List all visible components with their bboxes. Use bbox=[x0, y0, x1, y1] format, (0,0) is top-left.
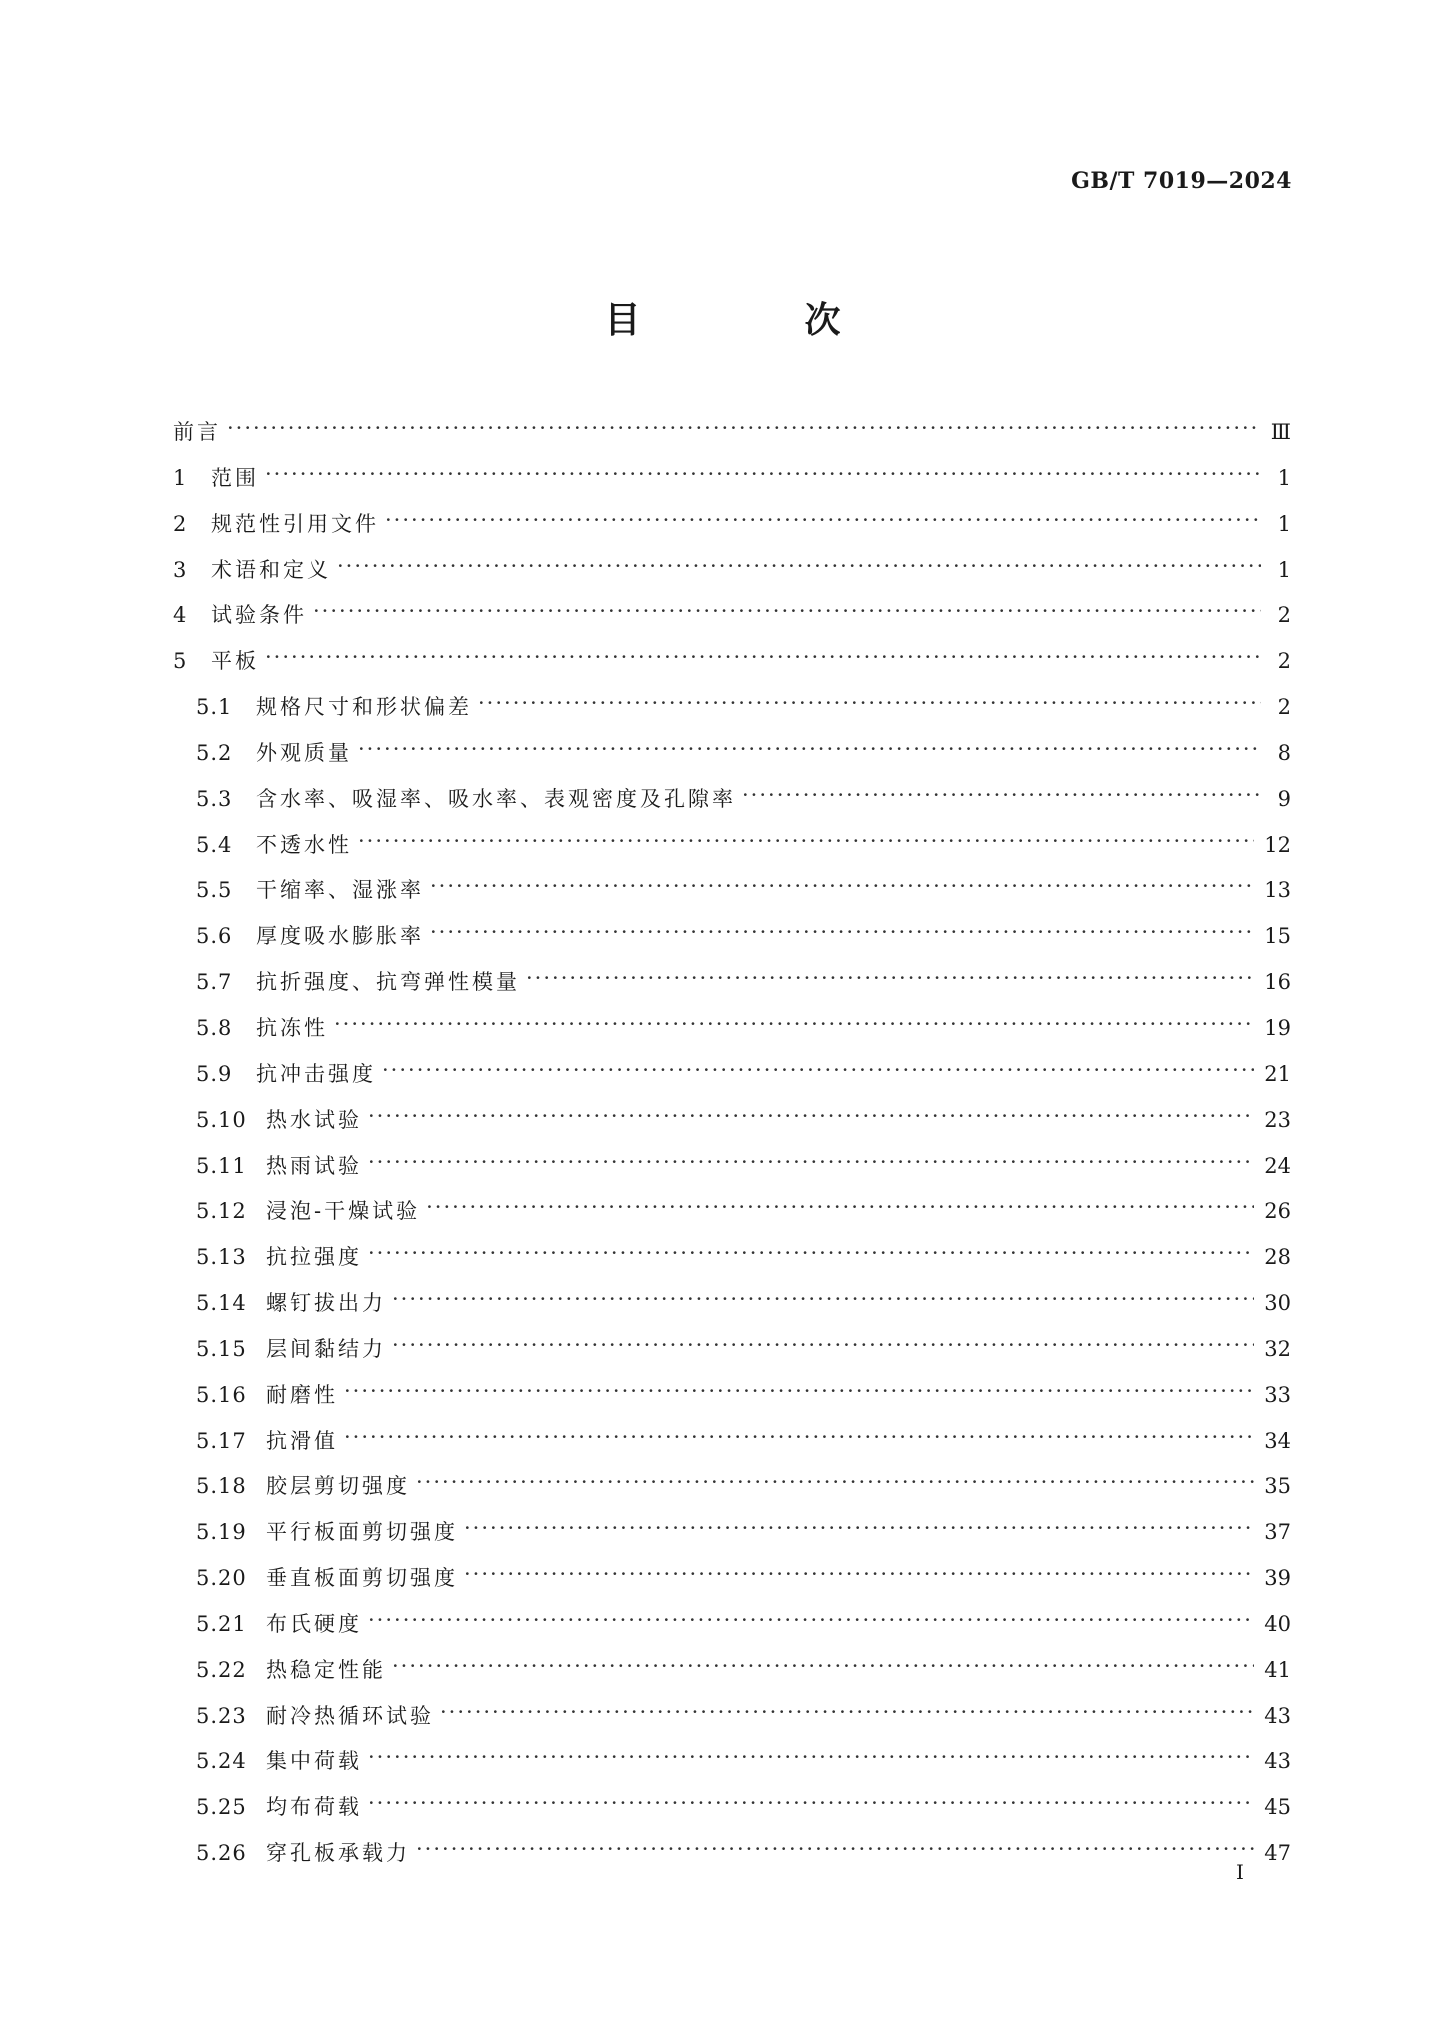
toc-entry-title: 垂直板面剪切强度 bbox=[266, 1566, 458, 1591]
toc-entry[interactable] bbox=[173, 1556, 1291, 1602]
toc-entry-number: 5.26 bbox=[196, 1841, 247, 1866]
toc-entry-page: 21 bbox=[1264, 1061, 1291, 1086]
toc-entry-title: 布氏硬度 bbox=[266, 1611, 362, 1636]
toc-entry-number: 1 bbox=[173, 465, 188, 490]
toc-entry-number: 5.1 bbox=[196, 695, 233, 720]
toc-entry[interactable] bbox=[173, 548, 1291, 594]
toc-dot-leader bbox=[344, 1415, 1254, 1461]
toc-entry[interactable] bbox=[173, 456, 1291, 502]
toc-entry-title: 均布荷载 bbox=[266, 1795, 362, 1820]
toc-dot-leader bbox=[426, 1185, 1254, 1231]
toc-entry-page: 8 bbox=[1277, 740, 1291, 765]
toc-dot-leader bbox=[265, 635, 1261, 681]
toc-entry-page: 12 bbox=[1264, 832, 1291, 857]
toc-entry-number: 5.12 bbox=[196, 1199, 247, 1224]
toc-entry-number: 5.18 bbox=[196, 1474, 247, 1499]
toc-entry[interactable] bbox=[173, 868, 1291, 914]
toc-entry-page: 15 bbox=[1264, 924, 1291, 949]
toc-entry[interactable] bbox=[173, 685, 1291, 731]
toc-entry-title: 耐冷热循环试验 bbox=[266, 1703, 434, 1728]
toc-entry-title: 螺钉拔出力 bbox=[266, 1291, 386, 1316]
toc-entry-page: Ⅲ bbox=[1270, 420, 1291, 444]
toc-dot-leader bbox=[430, 910, 1254, 956]
toc-dot-leader bbox=[382, 1048, 1254, 1094]
toc-entry[interactable] bbox=[173, 1098, 1291, 1144]
toc-entry-number: 5.17 bbox=[196, 1428, 247, 1453]
toc-entry-page: 35 bbox=[1264, 1474, 1291, 1499]
toc-entry[interactable] bbox=[173, 1144, 1291, 1190]
toc-entry[interactable] bbox=[173, 639, 1291, 685]
toc-entry-number: 4 bbox=[173, 603, 188, 628]
toc-entry[interactable] bbox=[173, 1785, 1291, 1831]
page-title: 目 次 bbox=[604, 299, 905, 341]
toc-entry-title: 干缩率、湿涨率 bbox=[256, 878, 424, 903]
toc-entry[interactable] bbox=[173, 410, 1291, 456]
toc-entry[interactable] bbox=[173, 1327, 1291, 1373]
toc-entry[interactable] bbox=[173, 1831, 1291, 1877]
toc-entry-number: 5.2 bbox=[196, 740, 233, 765]
toc-entry-title: 试验条件 bbox=[211, 603, 307, 628]
toc-dot-leader bbox=[392, 1323, 1254, 1369]
toc-dot-leader bbox=[368, 1781, 1254, 1827]
toc-dot-leader bbox=[358, 819, 1254, 865]
toc-entry-page: 30 bbox=[1264, 1291, 1291, 1316]
toc-entry-title: 厚度吸水膨胀率 bbox=[256, 924, 424, 949]
toc-entry-title: 外观质量 bbox=[256, 740, 352, 765]
toc-entry[interactable] bbox=[173, 593, 1291, 639]
toc-dot-leader bbox=[227, 406, 1261, 452]
toc-entry[interactable] bbox=[173, 1235, 1291, 1281]
toc-entry-page: 19 bbox=[1264, 1015, 1291, 1040]
toc-entry-title: 抗滑值 bbox=[266, 1428, 338, 1453]
toc-entry-page: 2 bbox=[1277, 649, 1291, 674]
toc-dot-leader bbox=[334, 1002, 1254, 1048]
toc-entry-page: 24 bbox=[1264, 1153, 1291, 1178]
toc-entry-number: 5.15 bbox=[196, 1336, 247, 1361]
toc-entry-number: 5.3 bbox=[196, 786, 233, 811]
toc-entry-number: 5.21 bbox=[196, 1611, 247, 1636]
toc-dot-leader bbox=[358, 727, 1261, 773]
toc-entry-title: 抗冲击强度 bbox=[256, 1061, 376, 1086]
toc-entry-number: 5.24 bbox=[196, 1749, 247, 1774]
toc-entry[interactable] bbox=[173, 960, 1291, 1006]
toc-entry-number: 5.20 bbox=[196, 1566, 247, 1591]
standard-code: GB/T 7019—2024 bbox=[1071, 168, 1292, 194]
toc-entry[interactable] bbox=[173, 1052, 1291, 1098]
toc-entry[interactable] bbox=[173, 1281, 1291, 1327]
toc-entry-page: 33 bbox=[1264, 1382, 1291, 1407]
toc-entry[interactable] bbox=[173, 777, 1291, 823]
toc-entry[interactable] bbox=[173, 1510, 1291, 1556]
toc-dot-leader bbox=[313, 589, 1261, 635]
toc-dot-leader bbox=[368, 1231, 1254, 1277]
toc-entry-page: 45 bbox=[1264, 1795, 1291, 1820]
toc-entry-number: 5.25 bbox=[196, 1795, 247, 1820]
toc-entry-title: 热雨试验 bbox=[266, 1153, 362, 1178]
toc-dot-leader bbox=[337, 544, 1261, 590]
toc-entry-page: 9 bbox=[1277, 786, 1291, 811]
toc-entry[interactable] bbox=[173, 1419, 1291, 1465]
toc-entry-number: 5.7 bbox=[196, 970, 233, 995]
toc-dot-leader bbox=[464, 1552, 1254, 1598]
toc-dot-leader bbox=[416, 1827, 1254, 1873]
toc-entry-number: 5.10 bbox=[196, 1107, 247, 1132]
toc-entry-number: 5.13 bbox=[196, 1245, 247, 1270]
toc-entry-page: 32 bbox=[1264, 1336, 1291, 1361]
toc-entry-page: 1 bbox=[1277, 465, 1291, 490]
toc-entry-number: 2 bbox=[173, 511, 188, 536]
toc-dot-leader bbox=[742, 773, 1261, 819]
toc-entry-number: 5.4 bbox=[196, 832, 233, 857]
toc-entry-number: 5.9 bbox=[196, 1061, 233, 1086]
toc-entry-title: 规格尺寸和形状偏差 bbox=[256, 695, 472, 720]
toc-entry-page: 1 bbox=[1277, 511, 1291, 536]
toc-entry[interactable] bbox=[173, 1006, 1291, 1052]
toc-entry-title: 含水率、吸湿率、吸水率、表观密度及孔隙率 bbox=[256, 786, 736, 811]
toc-entry-number: 5.19 bbox=[196, 1520, 247, 1545]
toc-entry-page: 23 bbox=[1264, 1107, 1291, 1132]
toc-entry[interactable] bbox=[173, 1602, 1291, 1648]
toc-entry-page: 2 bbox=[1277, 603, 1291, 628]
toc-entry-number: 5.16 bbox=[196, 1382, 247, 1407]
toc-entry-page: 13 bbox=[1264, 878, 1291, 903]
toc-entry-page: 26 bbox=[1264, 1199, 1291, 1224]
toc-entry[interactable] bbox=[173, 1189, 1291, 1235]
toc-entry[interactable] bbox=[173, 1373, 1291, 1419]
toc-dot-leader bbox=[392, 1644, 1254, 1690]
page-number: I bbox=[1236, 1860, 1244, 1884]
toc-entry[interactable] bbox=[173, 914, 1291, 960]
toc-entry-page: 43 bbox=[1264, 1749, 1291, 1774]
toc-dot-leader bbox=[265, 452, 1261, 498]
toc-entry-title: 平板 bbox=[211, 649, 259, 674]
toc-entry-title: 热稳定性能 bbox=[266, 1657, 386, 1682]
toc-dot-leader bbox=[526, 956, 1254, 1002]
toc-entry-title: 范围 bbox=[211, 465, 259, 490]
toc-entry-page: 2 bbox=[1277, 695, 1291, 720]
toc-dot-leader bbox=[478, 681, 1261, 727]
toc-entry-title: 热水试验 bbox=[266, 1107, 362, 1132]
toc-dot-leader bbox=[368, 1094, 1254, 1140]
toc-dot-leader bbox=[430, 864, 1254, 910]
toc-entry-page: 41 bbox=[1264, 1657, 1291, 1682]
toc-dot-leader bbox=[368, 1735, 1254, 1781]
toc-entry-title: 集中荷载 bbox=[266, 1749, 362, 1774]
toc-entry-page: 37 bbox=[1264, 1520, 1291, 1545]
toc-entry-page: 39 bbox=[1264, 1566, 1291, 1591]
toc-dot-leader bbox=[344, 1369, 1254, 1415]
toc-entry-page: 43 bbox=[1264, 1703, 1291, 1728]
toc-entry-number: 5.6 bbox=[196, 924, 233, 949]
toc-dot-leader bbox=[368, 1140, 1254, 1186]
toc-entry-title: 不透水性 bbox=[256, 832, 352, 857]
toc-entry-number: 3 bbox=[173, 557, 188, 582]
toc-entry-number: 5.14 bbox=[196, 1291, 247, 1316]
toc-entry-number: 5.11 bbox=[196, 1153, 247, 1178]
toc-entry-title: 规范性引用文件 bbox=[211, 511, 379, 536]
toc-entry[interactable] bbox=[173, 1648, 1291, 1694]
toc-entry-page: 34 bbox=[1264, 1428, 1291, 1453]
toc-entry[interactable] bbox=[173, 731, 1291, 777]
toc-entry-number: 5.8 bbox=[196, 1015, 233, 1040]
toc-entry-title: 浸泡-干燥试验 bbox=[266, 1199, 421, 1224]
table-of-contents bbox=[173, 410, 1291, 1877]
toc-entry-page: 28 bbox=[1264, 1245, 1291, 1270]
toc-entry-page: 40 bbox=[1264, 1611, 1291, 1636]
toc-dot-leader bbox=[368, 1598, 1254, 1644]
toc-entry-title: 抗拉强度 bbox=[266, 1245, 362, 1270]
toc-entry-title: 穿孔板承载力 bbox=[266, 1841, 410, 1866]
toc-entry-page: 16 bbox=[1264, 970, 1291, 995]
toc-entry-title: 抗折强度、抗弯弹性模量 bbox=[256, 970, 520, 995]
toc-entry[interactable] bbox=[173, 502, 1291, 548]
toc-entry-title: 层间黏结力 bbox=[266, 1336, 386, 1361]
toc-entry-number: 5.22 bbox=[196, 1657, 247, 1682]
toc-entry[interactable] bbox=[173, 1739, 1291, 1785]
toc-entry[interactable] bbox=[173, 823, 1291, 869]
toc-entry-page: 47 bbox=[1264, 1841, 1291, 1866]
toc-entry-title: 耐磨性 bbox=[266, 1382, 338, 1407]
toc-entry[interactable] bbox=[173, 1464, 1291, 1510]
toc-entry-title: 胶层剪切强度 bbox=[266, 1474, 410, 1499]
toc-dot-leader bbox=[440, 1690, 1254, 1736]
toc-entry[interactable] bbox=[173, 1694, 1291, 1740]
toc-entry-title: 平行板面剪切强度 bbox=[266, 1520, 458, 1545]
toc-entry-number: 5 bbox=[173, 649, 188, 674]
toc-entry-number: 5.23 bbox=[196, 1703, 247, 1728]
toc-entry-title: 术语和定义 bbox=[211, 557, 331, 582]
toc-entry-number: 5.5 bbox=[196, 878, 233, 903]
toc-dot-leader bbox=[464, 1506, 1254, 1552]
toc-entry-title: 抗冻性 bbox=[256, 1015, 328, 1040]
toc-dot-leader bbox=[416, 1460, 1254, 1506]
toc-entry-title: 前言 bbox=[173, 420, 221, 444]
toc-entry-page: 1 bbox=[1277, 557, 1291, 582]
toc-dot-leader bbox=[385, 498, 1261, 544]
toc-dot-leader bbox=[392, 1277, 1254, 1323]
